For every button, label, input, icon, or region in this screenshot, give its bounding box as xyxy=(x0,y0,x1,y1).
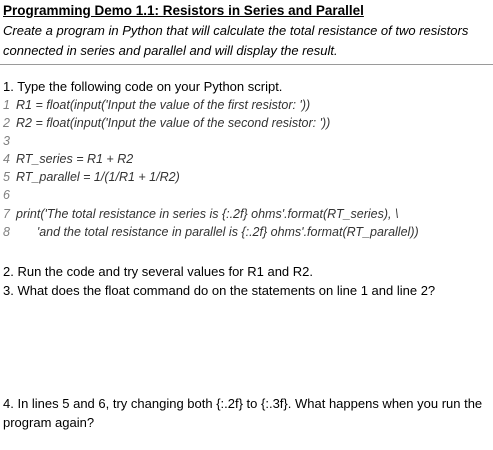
line-number: 7 xyxy=(3,207,10,221)
line-number: 5 xyxy=(3,170,10,184)
step-3-question: 3. What does the float command do on the statements on line 1 and line 2? xyxy=(3,283,436,298)
divider xyxy=(0,64,493,65)
line-number: 6 xyxy=(3,188,10,202)
line-number: 4 xyxy=(3,152,10,166)
code-line xyxy=(3,223,419,241)
code-text: 'and the total resistance in parallel is {:.2f} ohms'.format(RT_parallel)) xyxy=(16,225,419,239)
code-text: print('The total resistance in series is {:.2f} ohms'.format(RT_series), \ xyxy=(16,207,399,221)
line-number: 3 xyxy=(3,134,10,148)
code-line xyxy=(3,205,398,223)
line-number: 8 xyxy=(3,225,10,239)
code-line xyxy=(3,132,16,150)
code-text: R2 = float(input('Input the value of the second resistor: ')) xyxy=(16,116,331,130)
document-title: Programming Demo 1.1: Resistors in Series and Parallel xyxy=(3,3,364,18)
code-line xyxy=(3,114,330,132)
code-line xyxy=(3,96,310,114)
step-4-question: 4. In lines 5 and 6, try changing both {:.2f} to {:.3f}. What happens when you run the program again? xyxy=(3,396,483,430)
code-line xyxy=(3,150,133,168)
code-line xyxy=(3,168,180,186)
intro-paragraph: Create a program in Python that will calculate the total resistance of two resistors connected in series and parallel and will display the result. xyxy=(3,23,469,58)
step-2-instruction: 2. Run the code and try several values for R1 and R2. xyxy=(3,264,314,279)
code-text: RT_parallel = 1/(1/R1 + 1/R2) xyxy=(16,170,180,184)
line-number: 1 xyxy=(3,98,10,112)
code-text: RT_series = R1 + R2 xyxy=(16,152,134,166)
line-number: 2 xyxy=(3,116,10,130)
code-text: R1 = float(input('Input the value of the first resistor: ')) xyxy=(16,98,311,112)
step-1-instruction: 1. Type the following code on your Python script. xyxy=(3,79,283,94)
code-line xyxy=(3,186,16,204)
